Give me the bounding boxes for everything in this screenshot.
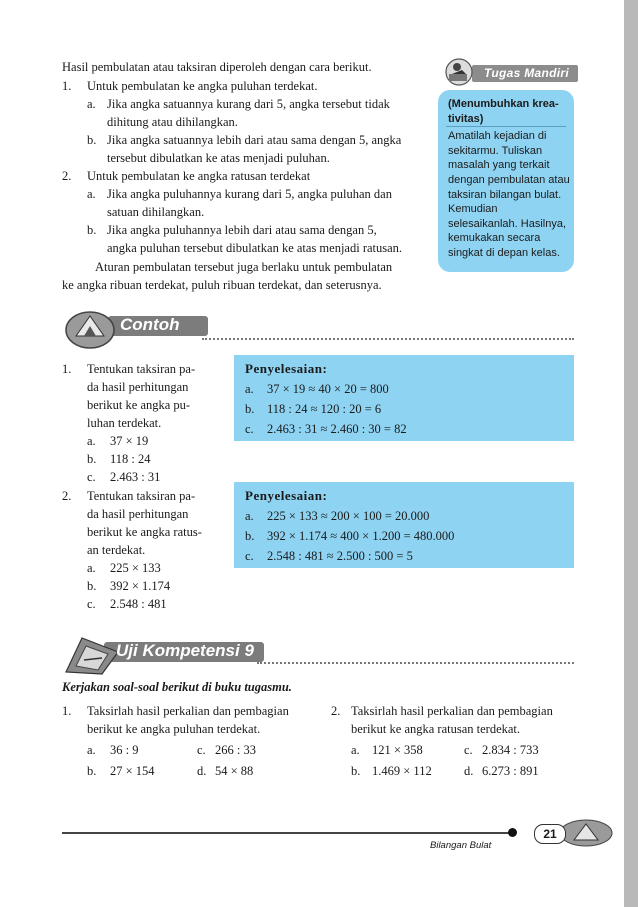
q2-b-label: b. (351, 764, 361, 778)
solution-expr: 2.463 : 31 ≈ 2.460 : 30 = 82 (267, 422, 407, 436)
example-1-item-label: a. (87, 434, 96, 448)
page-number-box (524, 818, 616, 848)
tugas-mandiri-title: Tugas Mandiri (484, 66, 570, 80)
tugas-mandiri-subtitle: (Menumbuhkan krea- tivitas) (448, 98, 559, 125)
rule-2b-line1: Jika angka puluhannya lebih dari atau sama dengan 5, (107, 223, 377, 237)
uji-dotted-line (257, 662, 574, 664)
solution-label: b. (245, 529, 255, 543)
q2-d-label: d. (464, 764, 474, 778)
contoh-dotted-line (202, 338, 574, 340)
example-1-line1: Tentukan taksiran pa- (87, 362, 196, 376)
q1-a-expr: 36 : 9 (110, 743, 139, 757)
example-1-line3: berikut ke angka pu- (87, 398, 191, 412)
footer-emblem-icon (558, 818, 614, 848)
rule-1a-label: a. (87, 97, 96, 111)
page-number: 21 (534, 824, 566, 844)
example-2-line1: Tentukan taksiran pa- (87, 489, 196, 503)
uji-emblem-icon (62, 632, 122, 676)
example-1-item-expr: 2.463 : 31 (110, 470, 161, 484)
rule-2a-label: a. (87, 187, 96, 201)
example-1-line2: da hasil perhitungan (87, 380, 189, 394)
example-1-item-expr: 118 : 24 (110, 452, 151, 466)
example-1-item-expr: 37 × 19 (110, 434, 149, 448)
contoh-title: Contoh (120, 315, 180, 334)
rule-2-text: Untuk pembulatan ke angka ratusan terdekat (87, 169, 311, 183)
rule-2b-label: b. (87, 223, 97, 237)
example-2-item-expr: 2.548 : 481 (110, 597, 167, 611)
example-2-line2: da hasil perhitungan (87, 507, 189, 521)
example-1-solution-title: Penyelesaian: (245, 361, 328, 376)
solution-expr: 118 : 24 ≈ 120 : 20 = 6 (267, 402, 382, 416)
intro-lead: Hasil pembulatan atau taksiran diperoleh dengan cara berikut. (62, 60, 372, 74)
footer-chapter: Bilangan Bulat (430, 840, 492, 851)
rule-1b-label: b. (87, 133, 97, 147)
rule-1b-line1: Jika angka satuannya lebih dari atau sama dengan 5, angka (107, 133, 402, 147)
uji-kompetensi-header (62, 632, 574, 678)
contoh-emblem-icon (64, 308, 116, 350)
q2-c-expr: 2.834 : 733 (482, 743, 539, 757)
closing-line2: ke angka ribuan terdekat, puluh ribuan terdekat, dan seterusnya. (62, 278, 382, 292)
q1-a-label: a. (87, 743, 96, 757)
footer-rule (62, 832, 512, 834)
example-2-item-label: a. (87, 561, 96, 575)
contoh-header (62, 306, 574, 352)
q2-d-expr: 6.273 : 891 (482, 764, 539, 778)
example-2-line3: berikut ke angka ratus- (87, 525, 202, 539)
rule-2a-line1: Jika angka puluhannya kurang dari 5, angka puluhan dan (107, 187, 392, 201)
solution-label: b. (245, 402, 255, 416)
q1-line1: Taksirlah hasil perkalian dan pembagian (87, 704, 289, 718)
example-2-item-label: b. (87, 579, 97, 593)
example-2-solution-box (234, 482, 574, 568)
closing-line1: Aturan pembulatan tersebut juga berlaku untuk pembulatan (95, 260, 393, 274)
solution-label: c. (245, 422, 254, 436)
q1-b-label: b. (87, 764, 97, 778)
example-1-number: 1. (62, 362, 72, 376)
example-1-item-label: b. (87, 452, 97, 466)
uji-instruction: Kerjakan soal-soal berikut di buku tugasmu. (62, 680, 292, 694)
q2-c-label: c. (464, 743, 473, 757)
rule-1-text: Untuk pembulatan ke angka puluhan terdekat. (87, 79, 318, 93)
student-writing-icon (440, 58, 478, 86)
example-1-solution-box (234, 355, 574, 441)
example-2-item-expr: 225 × 133 (110, 561, 161, 575)
solution-expr: 225 × 133 ≈ 200 × 100 = 20.000 (267, 509, 430, 523)
rule-1a-line1: Jika angka satuannya kurang dari 5, angka tersebut tidak (107, 97, 390, 111)
page-edge-strip (624, 0, 638, 907)
example-2-item-expr: 392 × 1.174 (110, 579, 171, 593)
tugas-mandiri-divider (446, 126, 566, 127)
q1-line2: berikut ke angka puluhan terdekat. (87, 722, 261, 736)
example-2-number: 2. (62, 489, 72, 503)
tugas-mandiri-body: Amatilah kejadian di sekitarmu. Tuliskan masalah yang terkait dengan pembulatan atau taksiran bilangan bulat. Kemudian selesaikanlah. Hasilnya, kemukakan secara singkat di depan kelas. (448, 130, 570, 259)
tugas-mandiri-box (438, 90, 574, 272)
solution-expr: 2.548 : 481 ≈ 2.500 : 500 = 5 (267, 549, 413, 563)
q1-d-label: d. (197, 764, 207, 778)
example-1-item-label: c. (87, 470, 96, 484)
q1-number: 1. (62, 704, 72, 718)
q2-a-label: a. (351, 743, 360, 757)
tugas-mandiri-header (440, 56, 578, 88)
solution-label: a. (245, 382, 254, 396)
solution-label: a. (245, 509, 254, 523)
solution-label: c. (245, 549, 254, 563)
q2-number: 2. (331, 704, 341, 718)
q1-c-expr: 266 : 33 (215, 743, 256, 757)
q2-a-expr: 121 × 358 (372, 743, 423, 757)
rule-2b-line2: angka puluhan tersebut dibulatkan ke atas menjadi ratusan. (107, 241, 403, 255)
q2-line1: Taksirlah hasil perkalian dan pembagian (351, 704, 553, 718)
example-1-line4: luhan terdekat. (87, 416, 162, 430)
rule-2-number: 2. (62, 169, 72, 183)
example-2-item-label: c. (87, 597, 96, 611)
uji-kompetensi-title: Uji Kompetensi 9 (116, 641, 254, 660)
q1-b-expr: 27 × 154 (110, 764, 155, 778)
q2-b-expr: 1.469 × 112 (372, 764, 432, 778)
example-2-line4: an terdekat. (87, 543, 146, 557)
tugas-mandiri-content (448, 97, 570, 261)
rule-1b-line2: tersebut dibulatkan ke atas menjadi puluhan. (107, 151, 330, 165)
q1-c-label: c. (197, 743, 206, 757)
footer-dot (508, 828, 517, 837)
solution-expr: 37 × 19 ≈ 40 × 20 = 800 (267, 382, 389, 396)
rule-2a-line2: satuan dihilangkan. (107, 205, 205, 219)
q2-line2: berikut ke angka ratusan terdekat. (351, 722, 521, 736)
rule-1-number: 1. (62, 79, 72, 93)
q1-d-expr: 54 × 88 (215, 764, 254, 778)
example-2-solution-title: Penyelesaian: (245, 488, 328, 503)
rule-1a-line2: dihitung atau dihilangkan. (107, 115, 238, 129)
solution-expr: 392 × 1.174 ≈ 400 × 1.200 = 480.000 (267, 529, 455, 543)
